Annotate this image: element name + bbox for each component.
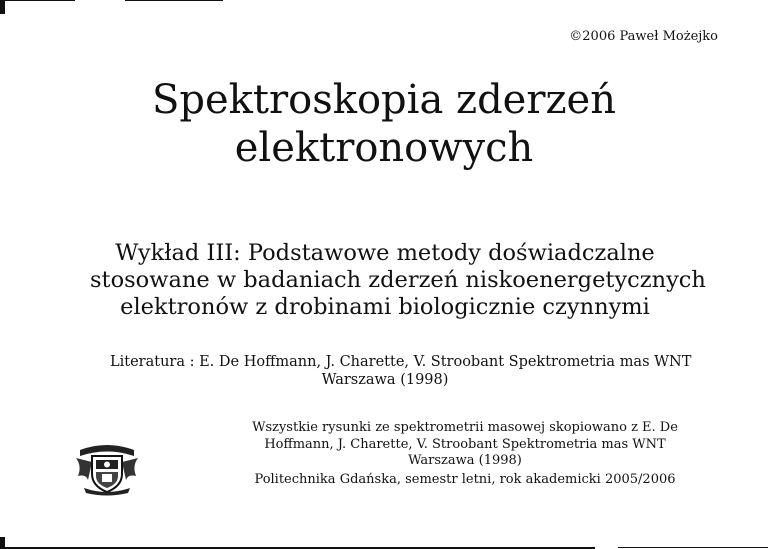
- credits-line-1: Wszystkie rysunki ze spektrometrii masowej skopiowano z E. De: [252, 420, 678, 435]
- page-title-line-1: Spektroskopia zderzeń: [152, 77, 616, 123]
- scan-edge-bottom-line-2: [618, 547, 768, 548]
- literature-line-1: Literatura : E. De Hoffmann, J. Charette, V. Stroobant Spektrometria mas WNT: [110, 354, 692, 370]
- figure-credits: [250, 420, 680, 470]
- scan-edge-top-left: [0, 0, 5, 14]
- copyright-notice: ©2006 Paweł Możejko: [569, 29, 718, 44]
- literature-line-2: Warszawa (1998): [321, 372, 449, 388]
- literature-reference: [110, 353, 692, 389]
- subtitle-line-3: elektronów z drobinami biologicznie czynnymi: [120, 294, 650, 320]
- lecture-subtitle: [90, 240, 706, 321]
- scan-edge-top-line-2: [125, 0, 223, 1]
- credits-line-2: Hoffmann, J. Charette, V. Stroobant Spektrometria mas WNT: [264, 436, 666, 452]
- page-title-line-2: elektronowych: [234, 125, 534, 171]
- university-crest-icon: [74, 440, 140, 496]
- scan-edge-top-line-1: [5, 0, 75, 1]
- page-title: [0, 76, 768, 172]
- subtitle-line-1: Wykład III: Podstawowe metody doświadczalne: [115, 240, 655, 266]
- subtitle-line-2: stosowane w badaniach zderzeń niskoenergetycznych: [90, 267, 706, 293]
- credits-line-3: Warszawa (1998): [408, 453, 522, 468]
- institution-line: Politechnika Gdańska, semestr letni, rok akademicki 2005/2006: [254, 472, 676, 487]
